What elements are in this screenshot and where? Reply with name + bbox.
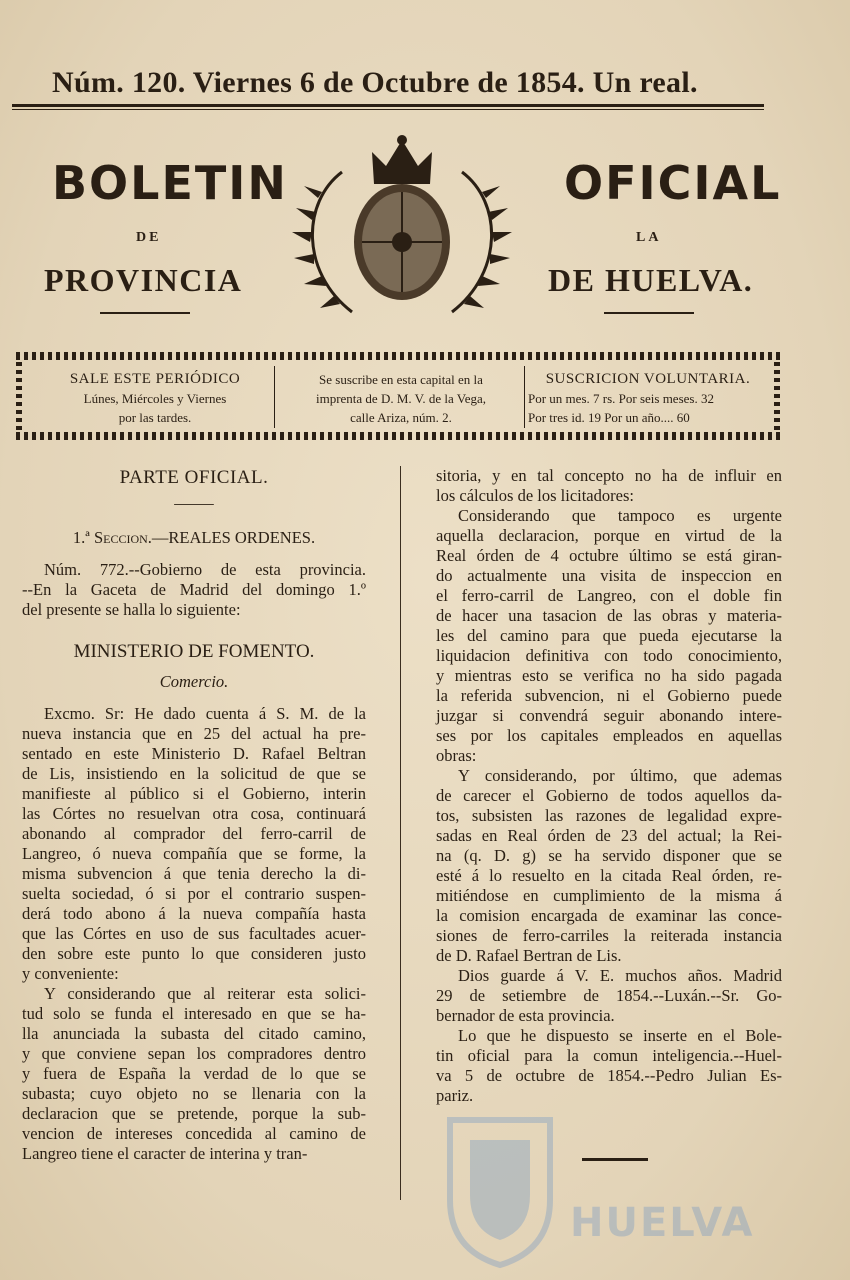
text-line: derá todo abono á la nueva compañía hasta [22,904,366,923]
title-la: LA [636,230,662,245]
text-line: tud solo se funda el interesado en que se ha- [22,1004,366,1023]
text-line: Considerando que tampoco es urgente [458,506,782,525]
column-divider [400,466,401,1200]
border-left [16,362,22,430]
notice-body-continued [436,466,782,1106]
text-line: la comision encargada de examinar las conce- [436,906,782,925]
text-line: los cálculos de los licitadores: [436,486,634,505]
text-line: de Lis, insistiendo en la solicitud de que se [22,764,366,783]
text-line: Lo que he dispuesto se inserte en el Bole- [458,1026,782,1045]
info-separator [524,366,525,428]
text-line: pariz. [436,1086,474,1105]
coat-of-arms-icon [282,132,522,328]
text-line: suelta sociedad, ó si por el contrario suspen- [22,884,366,903]
text-line: tin oficial para la comun inteligencia.--Huel- [436,1046,782,1065]
text-line: declaracion que se pretende, porque la sub- [22,1104,366,1123]
title-de: DE [136,230,162,245]
text-line: ses por los capitales empleados en aquellas [436,726,782,745]
title-oficial: OFICIAL [564,156,782,210]
border-right [774,362,780,430]
subscription-box [16,352,780,440]
text-line: juzgar si convendrá seguir abonando intere- [436,706,782,725]
text-line: esté á lo resuelto en la citada Real órden, re- [436,866,782,885]
text-line: 29 de setiembre de 1854.--Luxán.--Sr. Go- [436,986,782,1005]
text-line: nueva instancia que en 25 del actual ha pre- [22,724,366,743]
archive-watermark [430,1100,790,1270]
text-line: vencion de intereses concedida al camino de [22,1124,366,1143]
text-line: abonando al comprador del ferro-carril de [22,824,366,843]
border-top [16,352,780,360]
text-line: obras: [436,746,477,765]
text-line: liquidacion definitiva con todo conocimiento, [436,646,782,665]
text-line: Y considerando, por último, que ademas [458,766,782,785]
text-line: Langreo, ó nueva compañía que se forme, la [22,844,366,863]
section-heading: PARTE OFICIAL. [119,467,269,488]
info-separator [274,366,275,428]
text-line: mitiéndose en cumplimiento de la misma á [436,886,782,905]
watermark-shield-icon [440,1100,560,1270]
text-line: misma subvencion á que tenia derecho la di- [22,864,366,883]
text-line: aquella declaracion, porque en virtud de la [436,526,782,545]
text-line: siones de ferro-carriles la reiterada instancia [436,926,782,945]
info-subscribe: Se suscribe en esta capital en la imprenta de D. M. V. de la Vega, calle Ariza, núm. 2. [315,372,487,425]
info-schedule: SALE ESTE PERIÓDICO Lúnes, Miércoles y Viernes por las tardes. [69,371,241,425]
text-line: la referida subvencion, ni el Gobierno puede [436,686,782,705]
text-line: y conveniente: [22,964,119,983]
text-line: les del camino para que pueda ejecutarse la [436,626,782,645]
text-line: y fuera de España la verdad de lo que se [22,1064,366,1083]
text-line: manifieste al público si el Gobierno, interin [22,784,366,803]
masthead-rule-thin [12,109,764,110]
text-line: lla anunciada la subasta del citado camino, [22,1024,366,1043]
text-line: Langreo tiene el caracter de interina y tran- [22,1144,308,1163]
title-de-huelva: DE HUELVA. [548,262,754,298]
text-line: Excmo. Sr: He dado cuenta á S. M. de la [44,704,366,723]
text-line: va 5 de octubre de 1854.--Pedro Julian Es- [436,1066,782,1085]
text-line: bernador de esta provincia. [436,1006,615,1025]
left-column [22,462,366,1164]
text-line: --En la Gaceta de Madrid del domingo 1.º [22,580,366,599]
text-line: de carecer el Gobierno de todos aquellos da- [436,786,782,805]
divider-ornament: ⸻ [173,494,215,513]
text-line: y mientras esto se verifica no ha sido pagada [436,666,782,685]
masthead-rule [12,104,764,107]
text-line: que las Córtes en uso de sus facultades acuer- [22,924,366,943]
text-line: do actualmente una visita de inspeccion en [436,566,782,585]
ornament-left [100,312,190,314]
text-line: de hacer una tasacion de las obras y materia- [436,606,782,625]
text-line: sadas en Real órden de 23 del actual; la Rei- [436,826,782,845]
text-line: del presente se halla lo siguiente: [22,600,241,619]
text-line: subasta; cuyo objeto no se llenaria con la [22,1084,366,1103]
notice-body [22,704,366,1164]
border-bottom [16,432,780,440]
text-line: sitoria, y en tal concepto no ha de influir en [436,466,782,485]
ministry-heading: MINISTERIO DE FOMENTO. [73,641,315,662]
notice-intro [22,560,366,620]
text-line: sentado en este Ministerio D. Rafael Beltran [22,744,366,763]
text-line: Núm. 772.--Gobierno de esta provincia. [44,560,366,579]
title-boletin: BOLETIN [52,156,288,210]
text-line: las Córtes no resuelvan otra cosa, continuará [22,804,366,823]
watermark-text: HUELVA [570,1200,755,1246]
info-prices: SUSCRICION VOLUNTARIA. Por un mes. 7 rs. Por seis meses. 32 Por tres id. 19 Por un año.... 60 [528,371,751,425]
section-subheading: 1.ª Seccion.—REALES ORDENES. [72,528,316,547]
text-line: tos, subsisten las razones de legalidad expre- [436,806,782,825]
text-line: el ferro-carril de Langreo, con el doble fin [436,586,782,605]
issue-line: Núm. 120. Viernes 6 de Octubre de 1854. Un real. [52,66,698,99]
text-line: na (q. D. g) se ha servido disponer que se [436,846,782,865]
text-line: den sobre este punto lo que consideren justo [22,944,366,963]
text-line: Real órden de 4 octubre último se está giran- [436,546,782,565]
text-line: Dios guarde á V. E. muchos años. Madrid [458,966,782,985]
text-line: de D. Rafael Bertran de Lis. [436,946,622,965]
text-line: y que conviene sepan los compradores dentro [22,1044,366,1063]
right-column [436,466,782,1106]
text-line: Y considerando que al reiterar esta solici- [44,984,366,1003]
title-provincia: PROVINCIA [44,262,243,298]
ministry-subheading: Comercio. [159,672,229,691]
ornament-right [604,312,694,314]
